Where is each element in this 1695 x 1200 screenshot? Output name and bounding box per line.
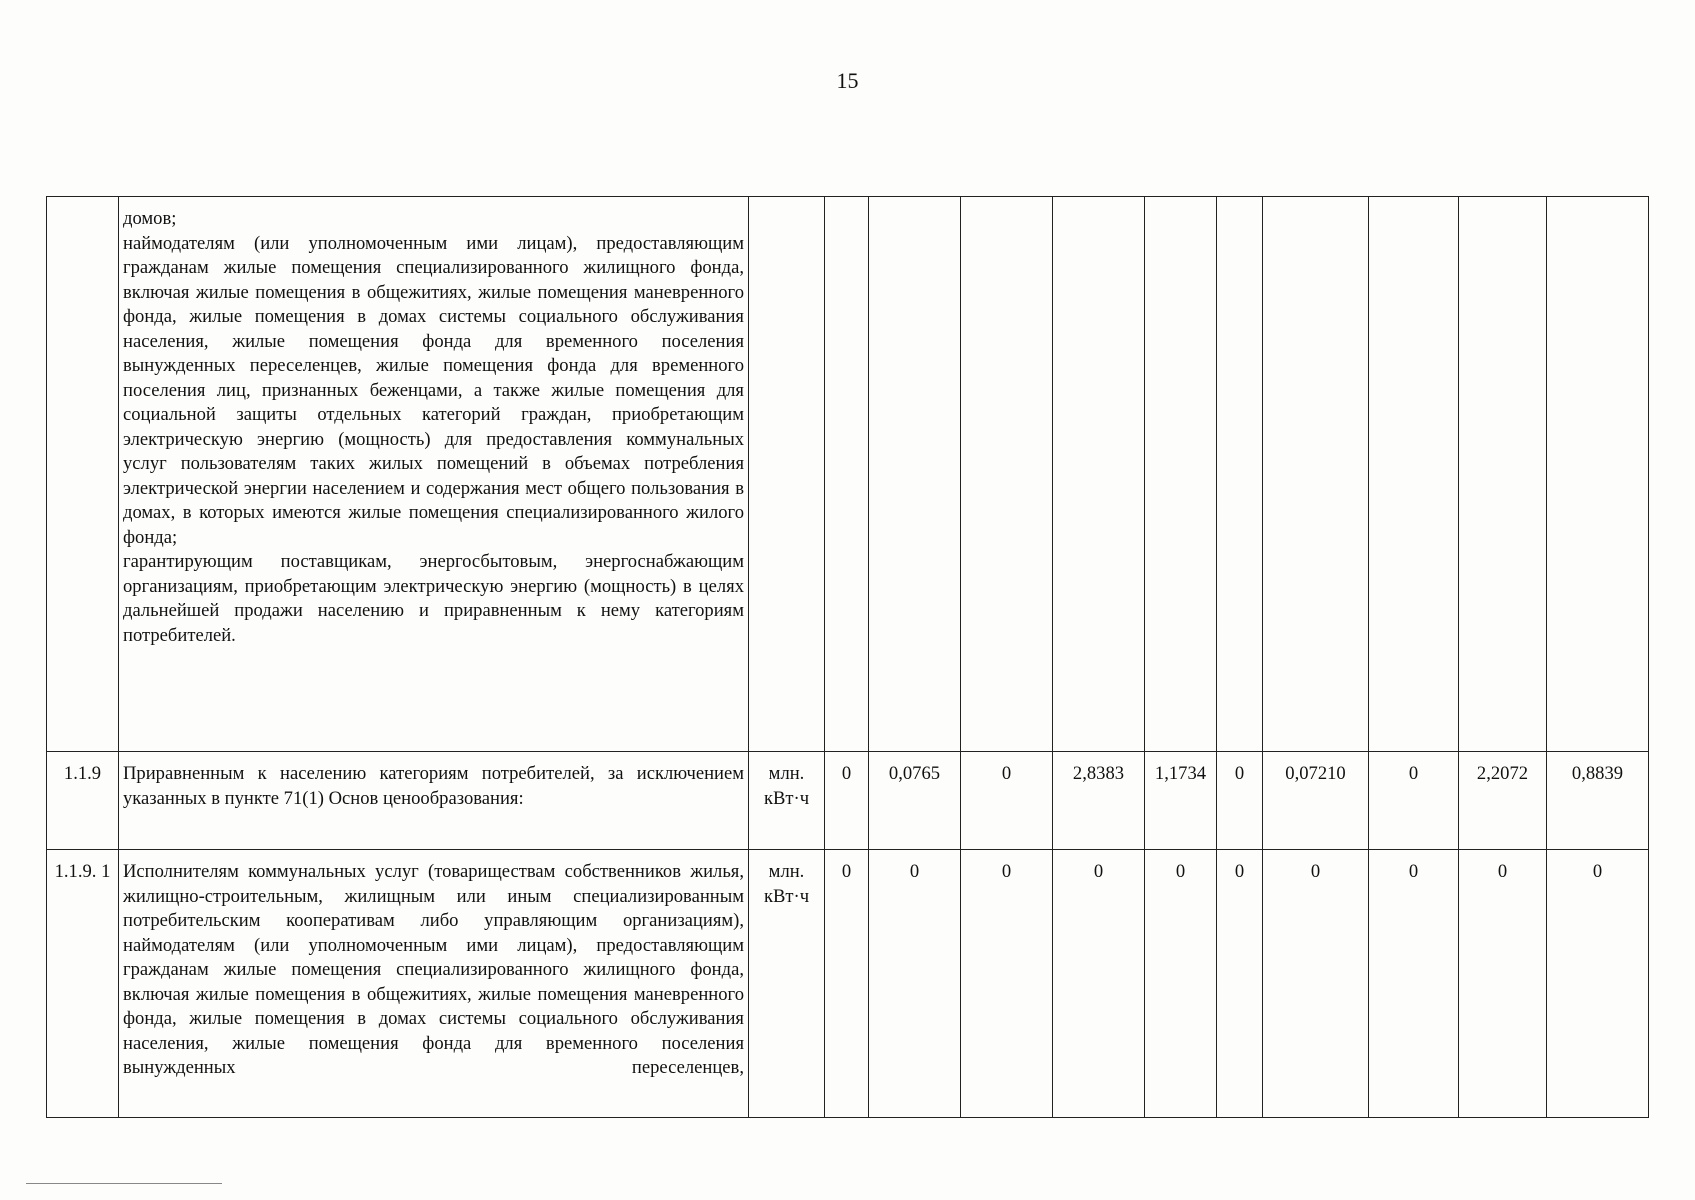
value-cell xyxy=(825,197,869,752)
row-number xyxy=(47,197,119,752)
desc-paragraph: Исполнителям коммунальных услуг (товариществам собственников жилья, жилищно-строительным, жилищным или иным специализированным потребительским кооперативам либо управляющим организациям), наймодателям (или уполномоченным ими лицам), предоставляющим гражданам жилые помещения специализированного жилищного фонда, включая жилые помещения в общежитиях, жилые помещения маневренного фонда, жилые помещения в домах системы социального обслуживания населения, жилые помещения фонда для временного поселения вынужденных переселенцев, xyxy=(123,861,744,1078)
value-cell: 0 xyxy=(961,752,1053,850)
row-number: 1.1.9 xyxy=(47,752,119,850)
row-description xyxy=(119,752,749,850)
footnote-divider xyxy=(26,1183,222,1184)
value-cell xyxy=(1369,197,1459,752)
desc-paragraph: домов; xyxy=(123,208,177,229)
value-cell: 0 xyxy=(869,850,961,1118)
value-cell: 0 xyxy=(1217,752,1263,850)
desc-paragraph: Приравненным к населению категориям потребителей, за исключением указанных в пункте 71(1) Основ ценообразования: xyxy=(123,763,744,809)
value-cell: 0,0765 xyxy=(869,752,961,850)
value-cell: 0 xyxy=(1217,850,1263,1118)
value-cell xyxy=(869,197,961,752)
tariff-table xyxy=(46,196,1649,1118)
value-cell: 0 xyxy=(1263,850,1369,1118)
row-number: 1.1.9. 1 xyxy=(47,850,119,1118)
table-row xyxy=(47,752,1649,850)
row-unit: млн. кВт·ч xyxy=(749,752,825,850)
row-unit xyxy=(749,197,825,752)
page-number: 15 xyxy=(836,68,859,93)
value-cell: 0 xyxy=(1459,850,1547,1118)
row-unit: млн. кВт·ч xyxy=(749,850,825,1118)
table-row xyxy=(47,850,1649,1118)
row-description xyxy=(119,850,749,1118)
value-cell xyxy=(1263,197,1369,752)
table-row xyxy=(47,197,1649,752)
value-cell xyxy=(1217,197,1263,752)
value-cell: 0,8839 xyxy=(1547,752,1649,850)
value-cell: 0 xyxy=(1369,752,1459,850)
value-cell: 0 xyxy=(1145,850,1217,1118)
value-cell: 1,1734 xyxy=(1145,752,1217,850)
value-cell: 0 xyxy=(1547,850,1649,1118)
value-cell: 0,07210 xyxy=(1263,752,1369,850)
row-description xyxy=(119,197,749,752)
value-cell xyxy=(961,197,1053,752)
value-cell: 2,2072 xyxy=(1459,752,1547,850)
value-cell: 0 xyxy=(825,752,869,850)
value-cell xyxy=(1145,197,1217,752)
value-cell: 0 xyxy=(961,850,1053,1118)
value-cell: 0 xyxy=(1053,850,1145,1118)
value-cell xyxy=(1547,197,1649,752)
value-cell: 2,8383 xyxy=(1053,752,1145,850)
value-cell: 0 xyxy=(825,850,869,1118)
value-cell xyxy=(1053,197,1145,752)
desc-paragraph: гарантирующим поставщикам, энергосбытовым, энергоснабжающим организациям, приобретающим электрическую энергию (мощность) в целях дальнейшей продажи населению и приравненным к нему категориям потребителей. xyxy=(123,551,744,646)
desc-paragraph: наймодателям (или уполномоченным ими лицам), предоставляющим гражданам жилые помещения специализированного жилищного фонда, включая жилые помещения в общежитиях, жилые помещения маневренного фонда, жилые помещения в домах системы социального обслуживания населения, жилые помещения фонда для временного поселения вынужденных переселенцев, жилые помещения фонда для временного поселения лиц, признанных беженцами, а также жилые помещения для социальной защиты отдельных категорий граждан, приобретающим электрическую энергию (мощность) для предоставления коммунальных услуг пользователям таких жилых помещений в объемах потребления электрической энергии населением и содержания мест общего пользования в домах, в которых имеются жилые помещения специализированного жилого фонда; xyxy=(123,232,744,548)
value-cell xyxy=(1459,197,1547,752)
value-cell: 0 xyxy=(1369,850,1459,1118)
